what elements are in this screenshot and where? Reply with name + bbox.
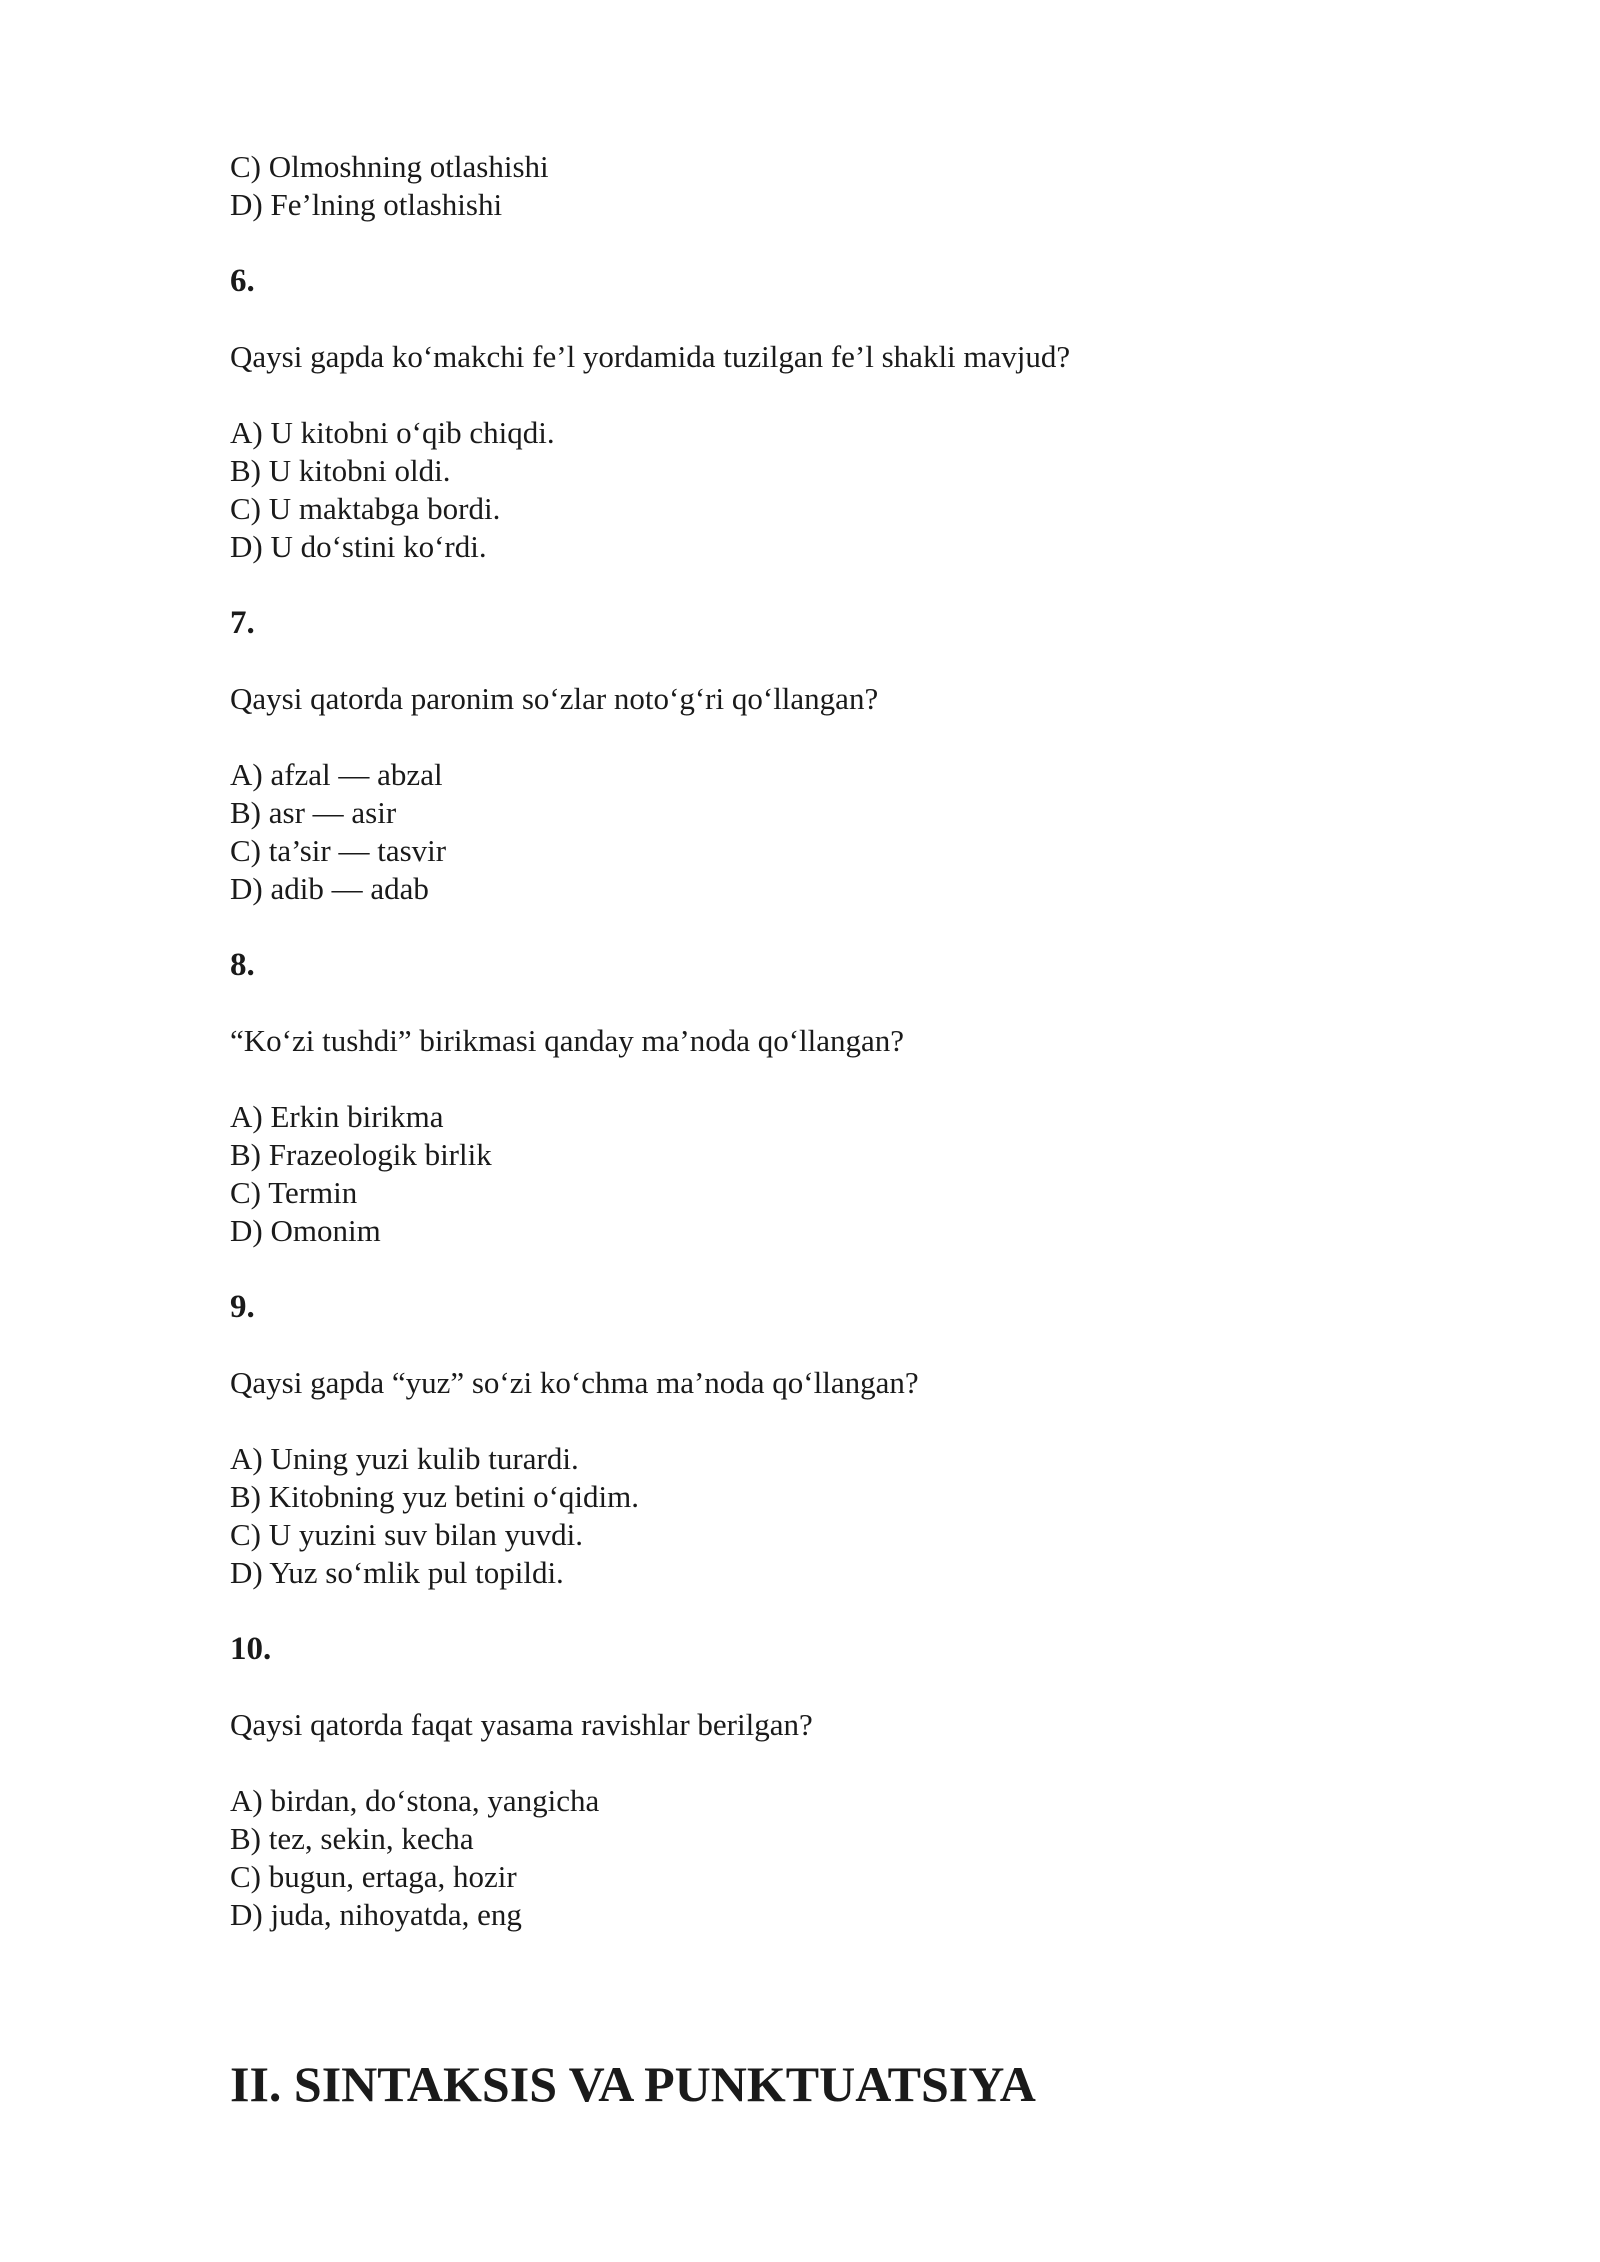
question-9-option-b: B) Kitobning yuz betini o‘qidim.	[230, 1479, 639, 1514]
question-10-number: 10.	[230, 1631, 272, 1667]
question-10-option-d: D) juda, nihoyatda, eng	[230, 1897, 522, 1932]
question-9-number: 9.	[230, 1289, 255, 1325]
question-9-option-d: D) Yuz so‘mlik pul topildi.	[230, 1555, 564, 1590]
question-7-option-c: C) ta’sir — tasvir	[230, 833, 447, 868]
option-5c: C) Olmoshning otlashishi	[230, 149, 549, 184]
question-7-option-a: A) afzal — abzal	[230, 757, 443, 792]
question-8-option-a: A) Erkin birikma	[230, 1099, 444, 1134]
question-6-option-d: D) U do‘stini ko‘rdi.	[230, 529, 487, 564]
question-7-option-b: B) asr — asir	[230, 795, 397, 830]
question-8-text: “Ko‘zi tushdi” birikmasi qanday ma’noda qo‘llangan?	[230, 1023, 905, 1058]
question-8-option-d: D) Omonim	[230, 1213, 381, 1248]
question-9-option-a: A) Uning yuzi kulib turardi.	[230, 1441, 579, 1476]
question-8-option-b: B) Frazeologik birlik	[230, 1137, 492, 1172]
option-5d: D) Fe’lning otlashishi	[230, 187, 503, 222]
question-6-option-a: A) U kitobni o‘qib chiqdi.	[230, 415, 555, 450]
section-heading: II. SINTAKSIS VA PUNKTUATSIYA	[230, 2056, 1036, 2112]
question-6-option-c: C) U maktabga bordi.	[230, 491, 501, 526]
question-8-number: 8.	[230, 947, 255, 983]
question-7-number: 7.	[230, 605, 255, 641]
question-6-text: Qaysi gapda ko‘makchi fe’l yordamida tuzilgan fe’l shakli mavjud?	[230, 339, 1071, 374]
document-page	[230, 148, 1430, 1934]
question-8-option-c: C) Termin	[230, 1175, 358, 1210]
question-7-option-d: D) adib — adab	[230, 871, 429, 906]
question-9-option-c: C) U yuzini suv bilan yuvdi.	[230, 1517, 584, 1552]
question-7-text: Qaysi qatorda paronim so‘zlar noto‘g‘ri qo‘llangan?	[230, 681, 879, 716]
question-10-text: Qaysi qatorda faqat yasama ravishlar berilgan?	[230, 1707, 813, 1742]
question-6-option-b: B) U kitobni oldi.	[230, 453, 451, 488]
question-10-option-a: A) birdan, do‘stona, yangicha	[230, 1783, 600, 1818]
question-6-number: 6.	[230, 263, 255, 299]
question-10-option-c: C) bugun, ertaga, hozir	[230, 1859, 517, 1894]
question-10-option-b: B) tez, sekin, kecha	[230, 1821, 474, 1856]
question-9-text: Qaysi gapda “yuz” so‘zi ko‘chma ma’noda qo‘llangan?	[230, 1365, 919, 1400]
